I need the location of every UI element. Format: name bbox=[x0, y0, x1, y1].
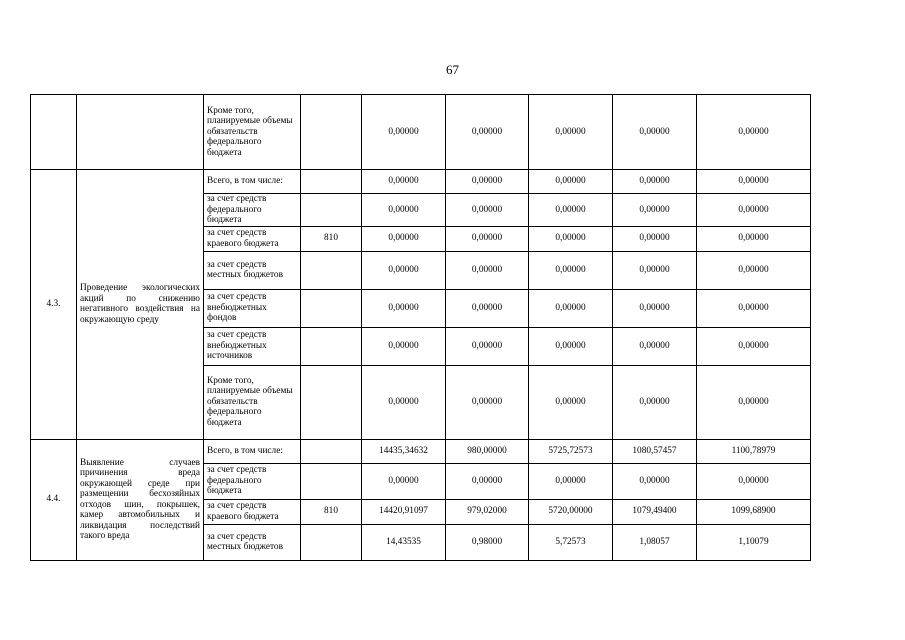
amount-cell: 0,00000 bbox=[362, 251, 446, 289]
budget-code-cell bbox=[301, 327, 362, 365]
budget-code-cell: 810 bbox=[301, 499, 362, 524]
amount-cell: 0,00000 bbox=[613, 365, 697, 439]
budget-code-cell bbox=[301, 194, 362, 227]
amount-cell: 5,72573 bbox=[529, 524, 613, 560]
funding-source-cell: за счет средств внебюджетных источников bbox=[204, 327, 301, 365]
amount-cell: 5720,00000 bbox=[529, 499, 613, 524]
amount-cell: 0,00000 bbox=[446, 170, 529, 194]
amount-cell: 14,43535 bbox=[362, 524, 446, 560]
amount-cell: 0,00000 bbox=[697, 463, 811, 499]
amount-cell: 0,00000 bbox=[362, 226, 446, 251]
amount-cell: 0,00000 bbox=[697, 95, 811, 170]
amount-cell: 14435,34632 bbox=[362, 439, 446, 463]
amount-cell: 0,00000 bbox=[613, 226, 697, 251]
funding-source-cell: за счет средств местных бюджетов bbox=[204, 524, 301, 560]
amount-cell: 0,00000 bbox=[362, 327, 446, 365]
amount-cell: 980,00000 bbox=[446, 439, 529, 463]
amount-cell: 0,00000 bbox=[529, 226, 613, 251]
page-number: 67 bbox=[446, 62, 459, 77]
amount-cell: 0,00000 bbox=[613, 327, 697, 365]
amount-cell: 5725,72573 bbox=[529, 439, 613, 463]
amount-cell: 14420,91097 bbox=[362, 499, 446, 524]
amount-cell: 0,00000 bbox=[529, 327, 613, 365]
amount-cell: 0,00000 bbox=[529, 95, 613, 170]
amount-cell: 0,00000 bbox=[362, 463, 446, 499]
amount-cell: 0,00000 bbox=[697, 289, 811, 327]
amount-cell: 0,00000 bbox=[529, 170, 613, 194]
budget-code-cell bbox=[301, 170, 362, 194]
amount-cell: 0,00000 bbox=[613, 289, 697, 327]
table-row bbox=[31, 170, 811, 194]
funding-source-cell: Кроме того, планируемые объемы обязательств федерального бюджета bbox=[204, 95, 301, 170]
activity-name-cell bbox=[77, 95, 204, 170]
amount-cell: 0,00000 bbox=[613, 194, 697, 227]
budget-code-cell bbox=[301, 95, 362, 170]
amount-cell: 0,00000 bbox=[529, 251, 613, 289]
activity-name-cell: Проведение экологических акций по снижению негативного воздействия на окружающую среду bbox=[77, 170, 204, 440]
amount-cell: 0,00000 bbox=[362, 289, 446, 327]
funding-source-cell: за счет средств федерального бюджета bbox=[204, 194, 301, 227]
funding-source-cell: за счет средств местных бюджетов bbox=[204, 251, 301, 289]
budget-code-cell bbox=[301, 289, 362, 327]
amount-cell: 0,00000 bbox=[697, 194, 811, 227]
section-index-cell: 4.4. bbox=[31, 439, 77, 560]
amount-cell: 0,00000 bbox=[697, 327, 811, 365]
amount-cell: 979,02000 bbox=[446, 499, 529, 524]
amount-cell: 0,00000 bbox=[446, 327, 529, 365]
amount-cell: 0,00000 bbox=[446, 463, 529, 499]
amount-cell: 0,00000 bbox=[446, 251, 529, 289]
amount-cell: 0,00000 bbox=[446, 194, 529, 227]
amount-cell: 0,00000 bbox=[362, 95, 446, 170]
amount-cell: 0,00000 bbox=[613, 463, 697, 499]
amount-cell: 1100,78979 bbox=[697, 439, 811, 463]
budget-code-cell bbox=[301, 463, 362, 499]
budget-code-cell bbox=[301, 365, 362, 439]
funding-source-cell: Всего, в том числе: bbox=[204, 439, 301, 463]
budget-table bbox=[30, 94, 811, 561]
amount-cell: 1079,49400 bbox=[613, 499, 697, 524]
amount-cell: 1,10079 bbox=[697, 524, 811, 560]
budget-code-cell bbox=[301, 524, 362, 560]
amount-cell: 0,00000 bbox=[446, 95, 529, 170]
amount-cell: 0,00000 bbox=[446, 226, 529, 251]
amount-cell: 0,00000 bbox=[362, 170, 446, 194]
amount-cell: 0,98000 bbox=[446, 524, 529, 560]
amount-cell: 0,00000 bbox=[362, 194, 446, 227]
budget-code-cell bbox=[301, 251, 362, 289]
budget-code-cell bbox=[301, 439, 362, 463]
amount-cell: 1,08057 bbox=[613, 524, 697, 560]
amount-cell: 0,00000 bbox=[362, 365, 446, 439]
amount-cell: 1080,57457 bbox=[613, 439, 697, 463]
table-row bbox=[31, 439, 811, 463]
amount-cell: 0,00000 bbox=[613, 95, 697, 170]
amount-cell: 0,00000 bbox=[529, 289, 613, 327]
funding-source-cell: за счет средств федерального бюджета bbox=[204, 463, 301, 499]
budget-code-cell: 810 bbox=[301, 226, 362, 251]
activity-name-cell: Выявление случаев причинения вреда окружающей среде при размещении бесхозяйных отходов шин, покрышек, камер автомобильных и ликвидация последствий такого вреда bbox=[77, 439, 204, 560]
amount-cell: 0,00000 bbox=[529, 194, 613, 227]
funding-source-cell: за счет средств краевого бюджета bbox=[204, 499, 301, 524]
amount-cell: 0,00000 bbox=[697, 226, 811, 251]
section-index-cell bbox=[31, 95, 77, 170]
amount-cell: 0,00000 bbox=[613, 170, 697, 194]
budget-table-body bbox=[31, 95, 811, 561]
amount-cell: 0,00000 bbox=[697, 251, 811, 289]
funding-source-cell: за счет средств краевого бюджета bbox=[204, 226, 301, 251]
amount-cell: 0,00000 bbox=[446, 289, 529, 327]
funding-source-cell: Всего, в том числе: bbox=[204, 170, 301, 194]
amount-cell: 0,00000 bbox=[529, 463, 613, 499]
table-row bbox=[31, 95, 811, 170]
amount-cell: 0,00000 bbox=[529, 365, 613, 439]
amount-cell: 0,00000 bbox=[613, 251, 697, 289]
amount-cell: 1099,68900 bbox=[697, 499, 811, 524]
funding-source-cell: Кроме того, планируемые объемы обязательств федерального бюджета bbox=[204, 365, 301, 439]
section-index-cell: 4.3. bbox=[31, 170, 77, 440]
funding-source-cell: за счет средств внебюджетных фондов bbox=[204, 289, 301, 327]
amount-cell: 0,00000 bbox=[697, 365, 811, 439]
amount-cell: 0,00000 bbox=[446, 365, 529, 439]
amount-cell: 0,00000 bbox=[697, 170, 811, 194]
